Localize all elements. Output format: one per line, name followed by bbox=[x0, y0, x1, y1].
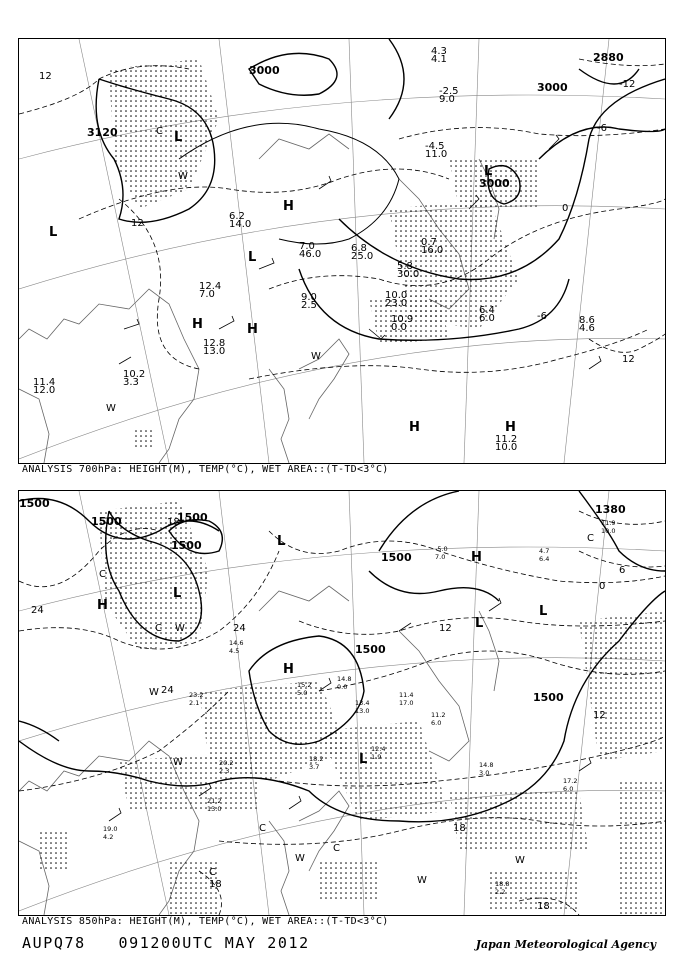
station-value: 16.0 bbox=[421, 245, 444, 256]
station-value: 23.0 bbox=[385, 298, 408, 309]
temp-label: 6 bbox=[619, 565, 626, 576]
temp-label: 12 bbox=[39, 71, 52, 82]
station-value: 2.5 bbox=[301, 300, 317, 311]
station-value: 3.0 bbox=[479, 769, 490, 777]
cold-center-symbol: C bbox=[587, 533, 594, 544]
station-value: 30.0 bbox=[397, 269, 420, 280]
station-value: 6.2 bbox=[229, 211, 245, 222]
station-value: 14.0 bbox=[229, 219, 252, 230]
station-value: 3.7 bbox=[309, 763, 320, 771]
low-center-symbol: L bbox=[475, 616, 484, 631]
station-value: 6.0 bbox=[479, 313, 495, 324]
cold-center-symbol: C bbox=[156, 126, 163, 137]
wet-areas bbox=[109, 59, 539, 449]
station-value: 2.3 bbox=[219, 767, 230, 775]
station-value: 5.8 bbox=[397, 261, 413, 272]
station-value: 5.0 bbox=[297, 689, 308, 697]
station-value: 11.2 bbox=[495, 434, 518, 445]
station-value: -5.0 bbox=[435, 545, 448, 553]
warm-center-symbol: W bbox=[173, 757, 183, 768]
station-value: 4.6 bbox=[579, 323, 595, 334]
cold-center-symbol: C bbox=[259, 823, 266, 834]
temp-label: -12 bbox=[619, 79, 636, 90]
station-value: 0.7 bbox=[421, 237, 437, 248]
station-value: 2.1 bbox=[189, 699, 200, 707]
warm-center-symbol: W bbox=[106, 403, 116, 414]
station-value: 7.0 bbox=[435, 553, 446, 561]
station-value: 3.3 bbox=[123, 377, 139, 388]
temp-label: 0 bbox=[562, 203, 569, 214]
high-center-symbol: H bbox=[283, 662, 294, 677]
station-value: 6.0 bbox=[431, 719, 442, 727]
temp-label: 24 bbox=[161, 685, 174, 696]
analysis-850hpa-map bbox=[18, 490, 666, 916]
high-center-symbol: H bbox=[409, 420, 420, 435]
warm-center-symbol: W bbox=[149, 687, 159, 698]
station-value: 19.0 bbox=[103, 825, 118, 833]
height-label: 3000 bbox=[479, 177, 510, 190]
station-value: 4.7 bbox=[539, 547, 550, 555]
station-value: 46.0 bbox=[299, 249, 322, 260]
high-center-symbol: H bbox=[283, 199, 294, 214]
analysis-700hpa-map bbox=[18, 38, 666, 464]
station-value: 4.3 bbox=[431, 46, 447, 57]
station-value: 0.0 bbox=[391, 322, 407, 333]
station-value: 14.6 bbox=[229, 639, 244, 647]
height-label: 1500 bbox=[19, 497, 50, 510]
station-value: 17.0 bbox=[399, 699, 414, 707]
station-value: 1.9 bbox=[371, 753, 382, 761]
station-value: -2.5 bbox=[439, 86, 459, 97]
map-700-canvas bbox=[19, 39, 665, 463]
high-center-symbol: H bbox=[247, 322, 258, 337]
caption-850hpa: ANALYSIS 850hPa: HEIGHT(M), TEMP(°C), WET AREA::(T-TD<3°C) bbox=[22, 916, 389, 927]
temp-label: 12 bbox=[131, 218, 144, 229]
station-value: 23.2 bbox=[189, 691, 204, 699]
analysis-datetime: 091200UTC MAY 2012 bbox=[118, 934, 310, 952]
station-value: 20.2 bbox=[219, 759, 234, 767]
height-label: 3120 bbox=[87, 126, 118, 139]
height-label: 1500 bbox=[171, 539, 202, 552]
temp-label: 24 bbox=[233, 623, 246, 634]
temp-label: 18 bbox=[167, 517, 180, 528]
warm-center-symbol: W bbox=[515, 855, 525, 866]
height-label: 1500 bbox=[533, 691, 564, 704]
station-value: 9.0 bbox=[439, 94, 455, 105]
warm-center-symbol: W bbox=[178, 171, 188, 182]
warm-center-symbol: W bbox=[295, 853, 305, 864]
station-value: 6.4 bbox=[539, 555, 550, 563]
station-value: 6.4 bbox=[479, 305, 495, 316]
temp-label: 12 bbox=[439, 623, 452, 634]
station-value: 11.0 bbox=[425, 149, 448, 160]
station-value: 11.4 bbox=[33, 377, 56, 388]
station-value: 12.8 bbox=[203, 338, 226, 349]
chart-code: AUPQ78 bbox=[22, 934, 86, 952]
station-value: 12.4 bbox=[371, 745, 386, 753]
height-label: 1500 bbox=[355, 643, 386, 656]
station-value: 17.2 bbox=[563, 777, 578, 785]
low-center-symbol: L bbox=[49, 225, 58, 240]
station-value: 7.0 bbox=[199, 289, 215, 300]
temp-label: 12 bbox=[622, 354, 635, 365]
station-value: 10.9 bbox=[391, 314, 414, 325]
height-label: 1500 bbox=[381, 551, 412, 564]
warm-center-symbol: W bbox=[417, 875, 427, 886]
station-value: 2.2 bbox=[495, 888, 506, 896]
wet-areas bbox=[39, 501, 665, 915]
high-center-symbol: H bbox=[505, 420, 516, 435]
station-value: 15.2 bbox=[297, 681, 312, 689]
temp-label: 12 bbox=[593, 710, 606, 721]
map-850-canvas bbox=[19, 491, 665, 915]
low-center-symbol: L bbox=[277, 534, 286, 549]
station-value: 11.2 bbox=[431, 711, 446, 719]
height-label: 2880 bbox=[593, 51, 624, 64]
temp-label: 0 bbox=[599, 581, 606, 592]
cold-center-symbol: C bbox=[155, 623, 162, 634]
height-label: 3000 bbox=[249, 64, 280, 77]
station-value: 25.0 bbox=[351, 251, 374, 262]
high-center-symbol: H bbox=[97, 598, 108, 613]
station-value: 18.2 bbox=[309, 755, 324, 763]
low-center-symbol: L bbox=[484, 164, 493, 179]
station-value: 9.0 bbox=[301, 292, 317, 303]
station-value: 0.0 bbox=[337, 683, 348, 691]
temp-label: -6 bbox=[597, 123, 607, 134]
height-label: 3000 bbox=[537, 81, 568, 94]
temp-label: -6 bbox=[537, 311, 547, 322]
station-value: 10.2 bbox=[123, 369, 146, 380]
cold-center-symbol: C bbox=[99, 569, 106, 580]
warm-center-symbol: W bbox=[175, 623, 185, 634]
station-value: 13.0 bbox=[203, 346, 226, 357]
station-value: 4.5 bbox=[229, 647, 240, 655]
height-label: 1500 bbox=[91, 515, 122, 528]
station-value: 21.2 bbox=[207, 797, 222, 805]
height-label: 1500 bbox=[177, 511, 208, 524]
high-center-symbol: H bbox=[192, 317, 203, 332]
station-value: -4.5 bbox=[425, 141, 445, 152]
station-value: 14.8 bbox=[337, 675, 352, 683]
chart-identifier bbox=[22, 934, 332, 952]
station-value: 6.0 bbox=[563, 785, 574, 793]
station-value: 12.4 bbox=[199, 281, 222, 292]
station-value: 4.1 bbox=[431, 54, 447, 65]
agency-credit: Japan Meteorological Agency bbox=[475, 938, 656, 951]
caption-700hpa: ANALYSIS 700hPa: HEIGHT(M), TEMP(°C), WET AREA::(T-TD<3°C) bbox=[22, 464, 389, 475]
station-value: 14.8 bbox=[479, 761, 494, 769]
station-value: 12.0 bbox=[33, 385, 56, 396]
station-value: 18.8 bbox=[495, 880, 510, 888]
station-value: 7.0 bbox=[299, 241, 315, 252]
low-center-symbol: L bbox=[174, 130, 183, 145]
station-value: 6.8 bbox=[351, 243, 367, 254]
low-center-symbol: L bbox=[539, 604, 548, 619]
temp-label: 18 bbox=[209, 879, 222, 890]
station-value: 10.0 bbox=[495, 442, 518, 453]
high-center-symbol: H bbox=[471, 550, 482, 565]
height-label: 1380 bbox=[595, 503, 626, 516]
low-center-symbol: L bbox=[248, 250, 257, 265]
station-value: 11.4 bbox=[399, 691, 414, 699]
station-value: 10.0 bbox=[385, 290, 408, 301]
temp-label: 18 bbox=[453, 823, 466, 834]
low-center-symbol: L bbox=[359, 752, 368, 767]
warm-center-symbol: W bbox=[311, 351, 321, 362]
station-value: 11.9 bbox=[601, 519, 616, 527]
cold-center-symbol: C bbox=[209, 867, 216, 878]
station-value: 8.6 bbox=[579, 315, 595, 326]
temp-label: 24 bbox=[31, 605, 44, 616]
station-value: 10.0 bbox=[601, 527, 616, 535]
station-value: 4.2 bbox=[103, 833, 114, 841]
temp-label: 18 bbox=[537, 901, 550, 912]
station-value: 13.0 bbox=[207, 805, 222, 813]
low-center-symbol: L bbox=[173, 586, 182, 601]
station-value: 13.0 bbox=[355, 707, 370, 715]
station-value: 13.4 bbox=[355, 699, 370, 707]
cold-center-symbol: C bbox=[333, 843, 340, 854]
